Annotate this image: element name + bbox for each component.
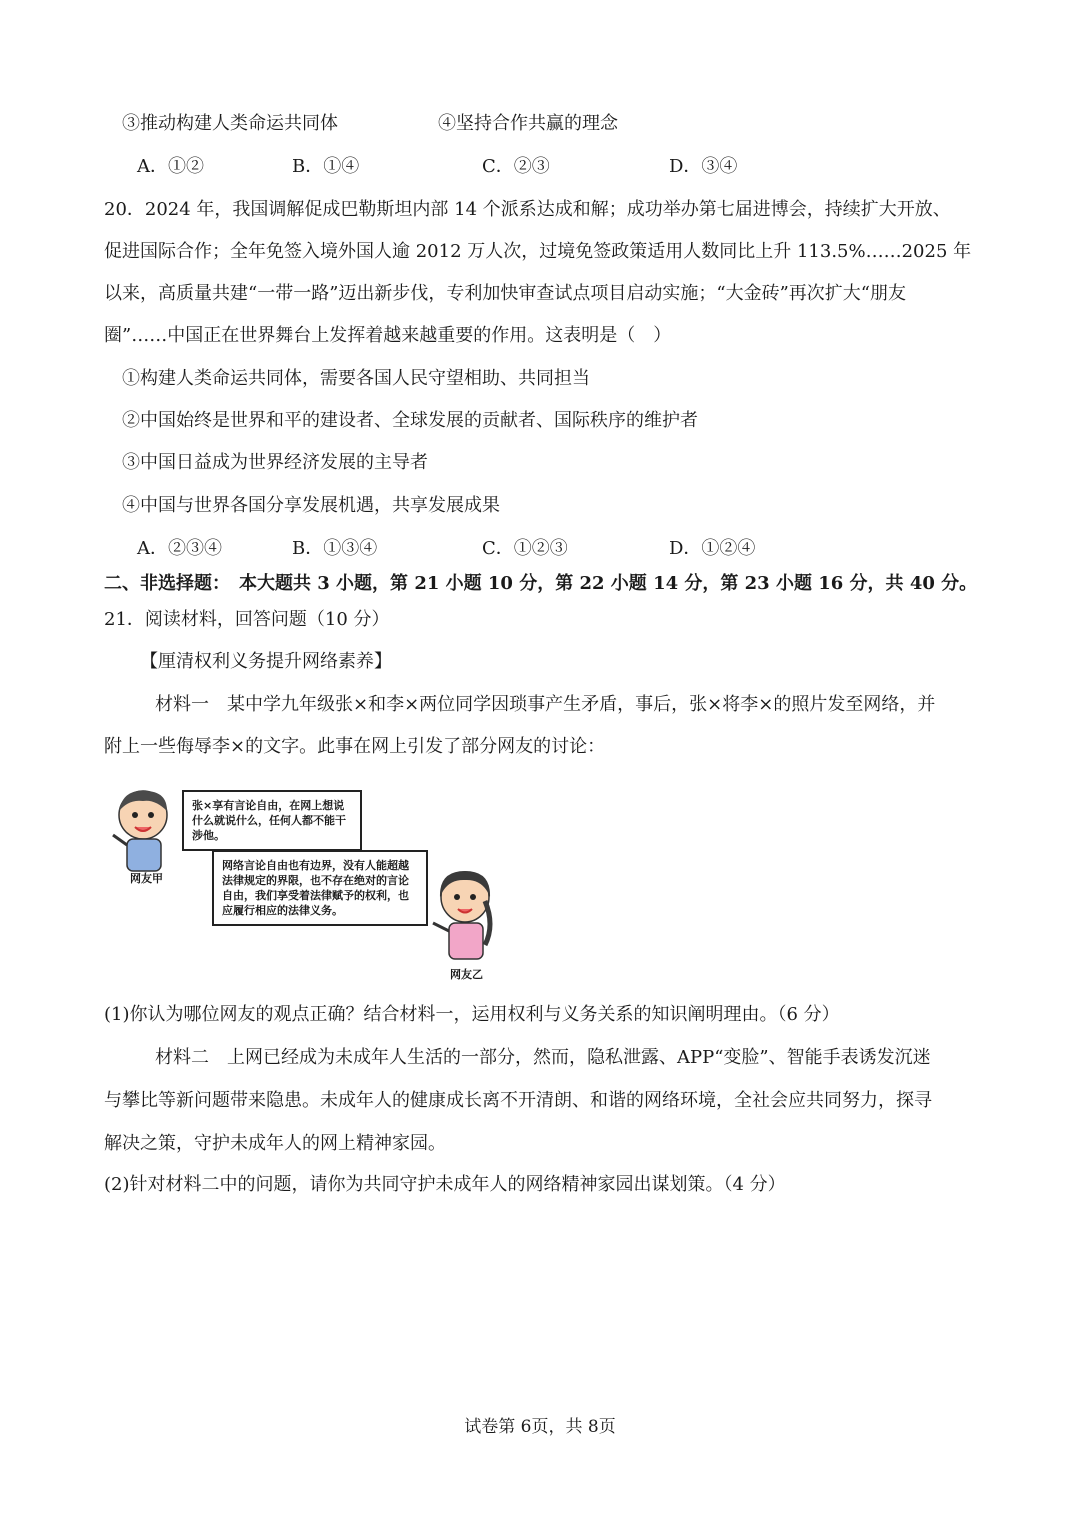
q20-item-1: ①构建人类命运共同体，需要各国人民守望相助、共同担当	[122, 368, 590, 389]
q20-option-c[interactable]: C．①②③	[482, 538, 568, 559]
q21-sub-question-1: (1)你认为哪位网友的观点正确？结合材料一，运用权利与义务关系的知识阐明理由。（6 分）	[104, 1004, 840, 1025]
q20-item-4: ④中国与世界各国分享发展机遇，共享发展成果	[122, 495, 500, 516]
q21-material1-line-1: 材料一 某中学九年级张×和李×两位同学因琐事产生矛盾，事后，张×将李×的照片发至网络，并	[155, 694, 936, 715]
q21-material2-line-3: 解决之策，守护未成年人的网上精神家园。	[104, 1133, 446, 1154]
q20-stem-line-2: 促进国际合作；全年免签入境外国人逾 2012 万人次，过境免签政策适用人数同比上升 113.5%……2025 年	[104, 241, 972, 262]
q20-item-3: ③中国日益成为世界经济发展的主导者	[122, 452, 428, 473]
q20-option-b[interactable]: B．①③④	[292, 538, 378, 559]
q20-stem-line-1: 20．2024 年，我国调解促成巴勒斯坦内部 14 个派系达成和解；成功举办第七届进博会，持续扩大开放、	[104, 199, 951, 220]
netizen-a-speech-bubble: 张×享有言论自由，在网上想说什么就说什么，任何人都不能干涉他。	[182, 790, 362, 851]
q19-option-a[interactable]: A．①②	[137, 156, 204, 177]
q19-item-3: ③推动构建人类命运共同体	[122, 113, 338, 134]
q19-option-c[interactable]: C．②③	[482, 156, 550, 177]
q19-option-b[interactable]: B．①④	[292, 156, 360, 177]
q20-stem-line-3: 以来，高质量共建“一带一路”迈出新步伐，专利加快审查试点项目启动实施；“大金砖”再次扩大“朋友	[104, 283, 907, 304]
q21-sub-question-2: (2)针对材料二中的问题，请你为共同守护未成年人的网络精神家园出谋划策。（4 分）	[104, 1174, 786, 1195]
netizen-b-speech-bubble: 网络言论自由也有边界，没有人能超越法律规定的界限，也不存在绝对的言论自由，我们享受着法律赋予的权利，也应履行相应的法律义务。	[212, 850, 428, 926]
q21-theme: 【厘清权利义务提升网络素养】	[140, 651, 392, 672]
q21-material2-line-2: 与攀比等新问题带来隐患。未成年人的健康成长离不开清朗、和谐的网络环境，全社会应共同努力，探寻	[104, 1090, 932, 1111]
q19-item-4: ④坚持合作共赢的理念	[438, 113, 618, 134]
netizen-b-caption: 网友乙	[450, 968, 483, 981]
page-footer: 试卷第 6页，共 8页	[464, 1417, 616, 1437]
q20-option-d[interactable]: D．①②④	[669, 538, 756, 559]
netizen-discussion-illustration	[100, 780, 520, 985]
q20-stem-line-4: 圈”……中国正在世界舞台上发挥着越来越重要的作用。这表明是（ ）	[104, 325, 672, 346]
netizen-a-figure	[105, 785, 185, 875]
netizen-a-caption: 网友甲	[130, 872, 163, 885]
q19-option-d[interactable]: D．③④	[669, 156, 738, 177]
section-2-heading: 二、非选择题： 本大题共 3 小题，第 21 小题 10 分，第 22 小题 14 分，第 23 小题 16 分，共 40 分。	[104, 573, 978, 594]
q20-option-a[interactable]: A．②③④	[137, 538, 222, 559]
q21-material2-line-1: 材料二 上网已经成为未成年人生活的一部分，然而，隐私泄露、APP“变脸”、智能手表诱发沉迷	[155, 1047, 931, 1068]
netizen-b-figure	[425, 865, 505, 965]
q21-stem: 21．阅读材料，回答问题（10 分）	[104, 609, 390, 630]
q21-material1-line-2: 附上一些侮辱李×的文字。此事在网上引发了部分网友的讨论：	[104, 736, 606, 757]
q20-item-2: ②中国始终是世界和平的建设者、全球发展的贡献者、国际秩序的维护者	[122, 410, 698, 431]
